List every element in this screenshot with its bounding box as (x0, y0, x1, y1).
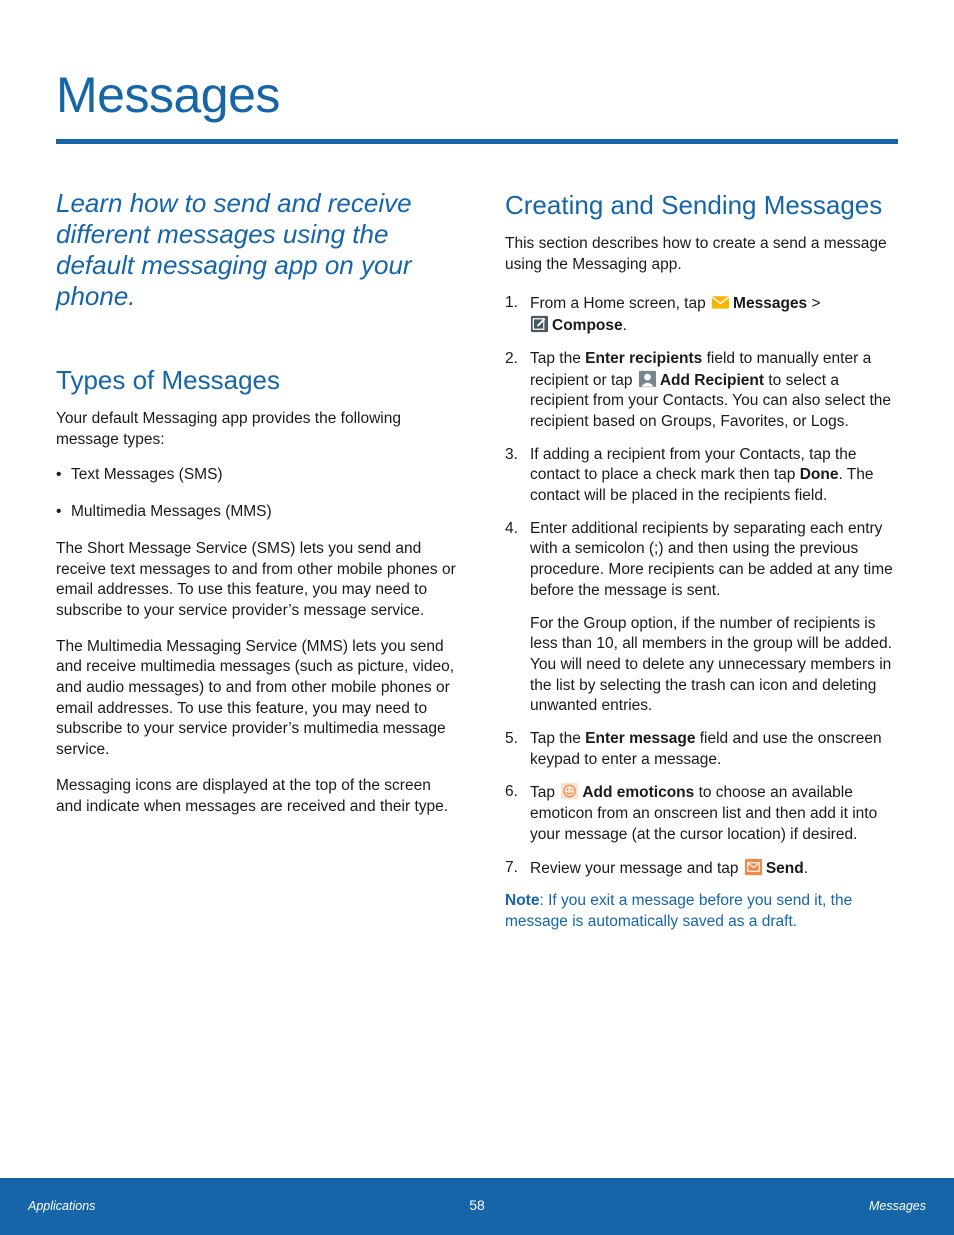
page-footer (0, 1178, 954, 1235)
title-divider (56, 139, 898, 144)
note (505, 891, 900, 932)
list-item: 3. If adding a recipient from your Contacts, tap the contact to place a check mark then tap Done. The contact will be placed in the recipients field. (505, 445, 874, 505)
types-list (56, 465, 456, 522)
sms-paragraph: The Short Message Service (SMS) lets you send and receive text messages to and from other mobile phones or email addresses. To use this feature, you may need to subscribe to your service provider’s message service. (56, 539, 456, 619)
footer-chapter: Messages (869, 1199, 926, 1213)
note-label: Note (505, 892, 540, 910)
creating-intro: This section describes how to create a send a message using the Messaging app. (505, 235, 887, 273)
creating-heading: Creating and Sending Messages (505, 190, 883, 220)
smiley-icon (560, 782, 579, 800)
page-number: 58 (469, 1197, 485, 1213)
list-item: 6. Tap Add emoticons to choose an available emoticon from an onscreen list and then add it into your message (at the cursor location) if desired. (505, 783, 878, 843)
right-column (505, 188, 900, 933)
left-column (56, 188, 456, 817)
list-item: 5. Tap the Enter message field and use the onscreen keypad to enter a message. (505, 730, 882, 768)
send-icon (744, 858, 763, 876)
mms-paragraph: The Multimedia Messaging Service (MMS) lets you send and receive multimedia messages (such as picture, video, and audio messages) to and from other mobile phones or email addresses. To use this feature, you may need to subscribe to your service provider’s multimedia message service. (56, 637, 455, 759)
footer-section: Applications (28, 1199, 96, 1213)
steps-list (505, 293, 900, 879)
compose-icon (530, 315, 549, 333)
page-title: Messages (56, 67, 280, 123)
envelope-icon (711, 293, 730, 311)
list-item: 2. Tap the Enter recipients field to manually enter a recipient or tap Add Recipient to select a recipient from your Contacts. You can also select the recipient based on Groups, Favorites, or Logs. (505, 349, 892, 430)
list-item: 4. Enter additional recipients by separating each entry with a semicolon (;) and then using the previous procedure. More recipients can be added at any time before the message is sent. For the Group option, if the number of recipients is less than 10, all members in the group will be added. You will need to delete any unnecessary members in the list by selecting the trash can icon and deleting unwanted entries. (505, 519, 900, 717)
types-heading: Types of Messages (56, 365, 280, 395)
group-option-paragraph: For the Group option, if the number of recipients is less than 10, all members in the group will be added. You will need to delete any unnecessary members in the list by selecting the trash can icon and deleting unwanted entries. (530, 614, 892, 715)
list-item: • Multimedia Messages (MMS) (56, 502, 456, 523)
list-item: 1. From a Home screen, tap Messages > Compose. (505, 294, 821, 335)
icons-paragraph: Messaging icons are displayed at the top of the screen and indicate when messages are received and their type. (56, 776, 449, 815)
types-intro: Your default Messaging app provides the following message types: (56, 410, 401, 448)
list-item: 7. Review your message and tap Send. (505, 858, 809, 877)
contact-icon (638, 370, 657, 388)
list-item: • Text Messages (SMS) (56, 465, 456, 486)
chapter-intro: Learn how to send and receive different messages using the default messaging app on your phone. (56, 188, 412, 311)
note-text: : If you exit a message before you send it, the message is automatically saved as a draft. (505, 892, 853, 930)
